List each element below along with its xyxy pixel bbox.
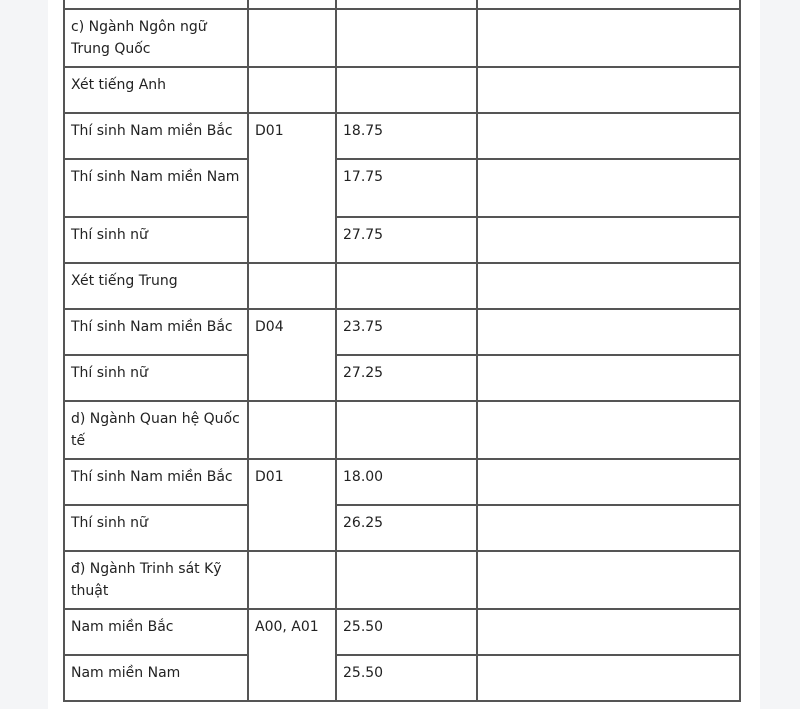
subject-block-cell <box>248 9 336 67</box>
note-cell <box>477 217 740 263</box>
table-row <box>64 401 740 459</box>
row-label-cell: Thí sinh nữ <box>64 505 248 551</box>
score-cell: 27.25 <box>336 355 477 401</box>
subject-block-cell: D04 <box>248 309 336 401</box>
table-row <box>64 9 740 67</box>
note-cell <box>477 159 740 217</box>
subject-block-cell <box>248 401 336 459</box>
score-cell: 17.75 <box>336 159 477 217</box>
row-label-cell <box>64 0 248 9</box>
subject-block-cell: A00, A01 <box>248 609 336 701</box>
table-row <box>64 309 740 355</box>
table-row <box>64 459 740 505</box>
note-cell <box>477 655 740 701</box>
score-cell <box>336 263 477 309</box>
row-label-cell: Xét tiếng Trung <box>64 263 248 309</box>
score-cell: 18.00 <box>336 459 477 505</box>
score-cell: 23.75 <box>336 309 477 355</box>
row-label-cell: Nam miền Nam <box>64 655 248 701</box>
note-cell <box>477 113 740 159</box>
score-cell <box>336 401 477 459</box>
row-label-cell: Thí sinh Nam miền Bắc <box>64 113 248 159</box>
row-label-cell: c) Ngành Ngôn ngữ Trung Quốc <box>64 9 248 67</box>
note-cell <box>477 0 740 9</box>
admission-score-table <box>63 0 741 702</box>
row-label-cell: Thí sinh Nam miền Bắc <box>64 309 248 355</box>
row-label-cell: đ) Ngành Trinh sát Kỹ thuật <box>64 551 248 609</box>
row-label-cell: Thí sinh nữ <box>64 217 248 263</box>
row-label-cell: Xét tiếng Anh <box>64 67 248 113</box>
row-label-cell: Thí sinh nữ <box>64 355 248 401</box>
table-row <box>64 263 740 309</box>
subject-block-cell <box>248 67 336 113</box>
table-row <box>64 551 740 609</box>
row-label-cell: Nam miền Bắc <box>64 609 248 655</box>
note-cell <box>477 9 740 67</box>
table-row <box>64 655 740 701</box>
table-row <box>64 505 740 551</box>
table-row <box>64 217 740 263</box>
score-cell: 26.25 <box>336 505 477 551</box>
table-row <box>64 609 740 655</box>
note-cell <box>477 551 740 609</box>
score-cell: 25.50 <box>336 655 477 701</box>
subject-block-cell <box>248 263 336 309</box>
table-row <box>64 0 740 9</box>
note-cell <box>477 505 740 551</box>
note-cell <box>477 459 740 505</box>
page-content <box>48 0 760 709</box>
table-body <box>64 0 740 701</box>
score-cell <box>336 67 477 113</box>
note-cell <box>477 355 740 401</box>
table-row <box>64 355 740 401</box>
note-cell <box>477 263 740 309</box>
row-label-cell: Thí sinh Nam miền Nam <box>64 159 248 217</box>
row-label-cell: d) Ngành Quan hệ Quốc tế <box>64 401 248 459</box>
table-row <box>64 159 740 217</box>
subject-block-cell <box>248 551 336 609</box>
subject-block-cell: D01 <box>248 113 336 263</box>
score-cell: 18.75 <box>336 113 477 159</box>
score-cell: 25.50 <box>336 609 477 655</box>
note-cell <box>477 309 740 355</box>
score-cell: 27.75 <box>336 217 477 263</box>
table-row <box>64 67 740 113</box>
score-cell <box>336 551 477 609</box>
row-label-cell: Thí sinh Nam miền Bắc <box>64 459 248 505</box>
score-cell <box>336 0 477 9</box>
note-cell <box>477 67 740 113</box>
note-cell <box>477 401 740 459</box>
table-row <box>64 113 740 159</box>
subject-block-cell: D01 <box>248 459 336 551</box>
note-cell <box>477 609 740 655</box>
subject-block-cell <box>248 0 336 9</box>
score-cell <box>336 9 477 67</box>
